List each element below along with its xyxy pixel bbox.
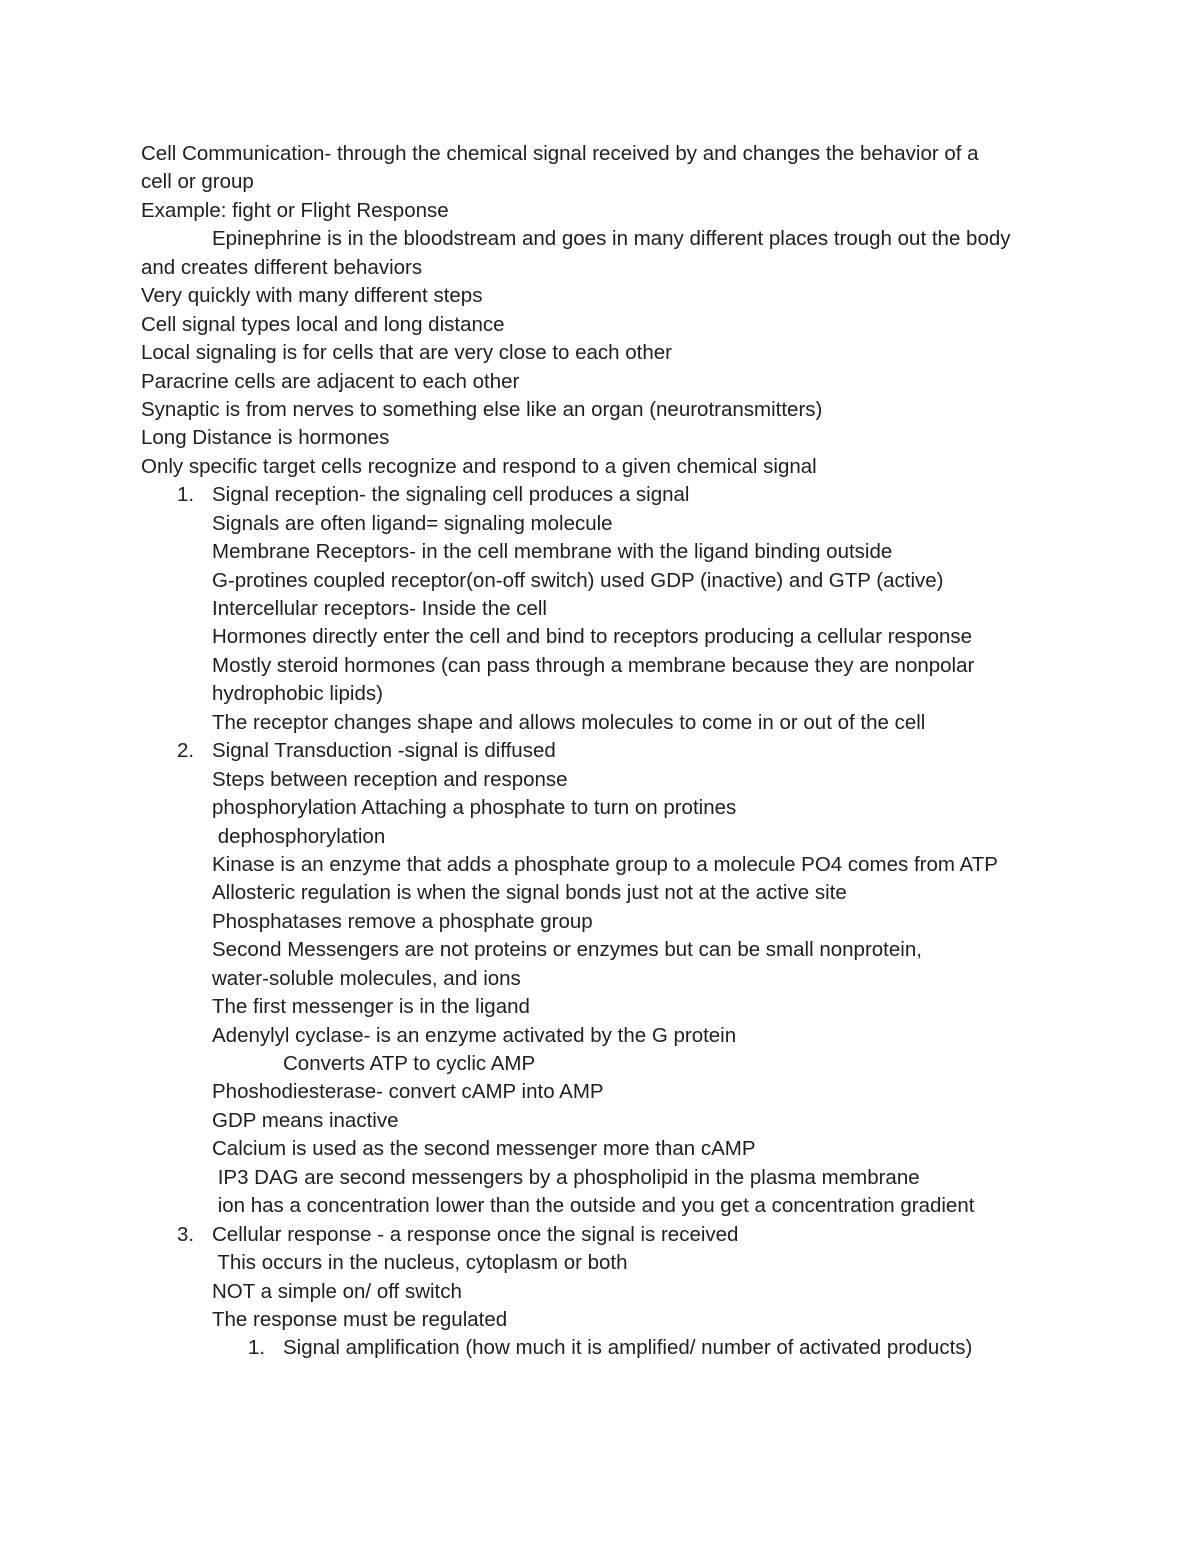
list-item-title-text: Signal Transduction -signal is diffused: [212, 739, 556, 763]
list-item-title: [141, 737, 1061, 765]
list-item-line: Kinase is an enzyme that adds a phosphate group to a molecule PO4 comes from ATP: [212, 852, 998, 876]
text-line: Synaptic is from nerves to something else like an organ (neurotransmitters): [141, 397, 823, 421]
sub-indented-line: Converts ATP to cyclic AMP: [283, 1052, 536, 1075]
list-item-line: Adenylyl cyclase- is an enzyme activated by the G protein: [212, 1023, 737, 1047]
text-line: cell or group: [141, 170, 254, 194]
text-line: Example: fight or Flight Response: [141, 198, 449, 222]
list-item-line: Allosteric regulation is when the signal bonds just not at the active site: [212, 881, 847, 905]
list-item-title: [141, 1221, 1061, 1249]
list-item-line: hydrophobic lipids): [212, 682, 383, 706]
text-line: Cell signal types local and long distance: [141, 312, 505, 336]
sublist-number: 1.: [248, 1336, 266, 1360]
list-item-title-text: Signal reception- the signaling cell produces a signal: [212, 483, 690, 507]
list-item-line: The receptor changes shape and allows molecules to come in or out of the cell: [212, 710, 926, 734]
list-item-line: NOT a simple on/ off switch: [212, 1279, 462, 1303]
list-number: 2.: [177, 739, 195, 763]
text-line: Long Distance is hormones: [141, 426, 390, 450]
text-line: Cell Communication- through the chemical signal received by and changes the behavior of a: [141, 142, 979, 165]
list-item-line: Intercellular receptors- Inside the cell: [212, 597, 547, 620]
text-line: Local signaling is for cells that are very close to each other: [141, 341, 672, 365]
list-item-line: dephosphorylation: [212, 824, 386, 848]
list-item-line: The response must be regulated: [212, 1307, 508, 1331]
indented-line: Epinephrine is in the bloodstream and goes in many different places trough out the body: [212, 227, 1011, 251]
list-item-line: Phosphatases remove a phosphate group: [212, 909, 593, 933]
list-item-line: Second Messengers are not proteins or enzymes but can be small nonprotein,: [212, 938, 922, 962]
list-item-line: Phoshodiesterase- convert cAMP into AMP: [212, 1080, 604, 1104]
list-item-line: ion has a concentration lower than the outside and you get a concentration gradient: [212, 1194, 975, 1218]
list-number: 1.: [177, 483, 195, 507]
list-item-line: Signals are often ligand= signaling molecule: [212, 511, 613, 535]
text-line: Only specific target cells recognize and respond to a given chemical signal: [141, 454, 817, 478]
document-body: [141, 140, 1061, 1363]
list-item-title: [141, 481, 1061, 509]
list-item-title-text: Cellular response - a response once the signal is received: [212, 1222, 739, 1246]
list-item-line: water-soluble molecules, and ions: [212, 966, 521, 990]
list-number: 3.: [177, 1222, 195, 1246]
list-item-line: GDP means inactive: [212, 1108, 399, 1132]
list-item-line: Hormones directly enter the cell and bind to receptors producing a cellular response: [212, 625, 973, 649]
text-line: Very quickly with many different steps: [141, 284, 483, 308]
text-line: and creates different behaviors: [141, 255, 423, 279]
sublist-item-text: Signal amplification (how much it is amplified/ number of activated products): [283, 1336, 973, 1360]
sublist-item: [141, 1334, 1061, 1362]
list-item-line: G-protines coupled receptor(on-off switch) used GDP (inactive) and GTP (active): [212, 568, 944, 592]
list-item-line: This occurs in the nucleus, cytoplasm or both: [212, 1251, 628, 1275]
list-item-line: IP3 DAG are second messengers by a phospholipid in the plasma membrane: [212, 1165, 920, 1189]
list-item-line: Steps between reception and response: [212, 767, 568, 791]
list-item-line: Membrane Receptors- in the cell membrane with the ligand binding outside: [212, 540, 893, 564]
list-item-line: Calcium is used as the second messenger more than cAMP: [212, 1137, 756, 1161]
list-item-line: phosphorylation Attaching a phosphate to turn on protines: [212, 796, 737, 820]
list-item-line: Mostly steroid hormones (can pass through a membrane because they are nonpolar: [212, 653, 975, 677]
list-item-line: The first messenger is in the ligand: [212, 995, 530, 1019]
text-line: Paracrine cells are adjacent to each other: [141, 369, 520, 393]
